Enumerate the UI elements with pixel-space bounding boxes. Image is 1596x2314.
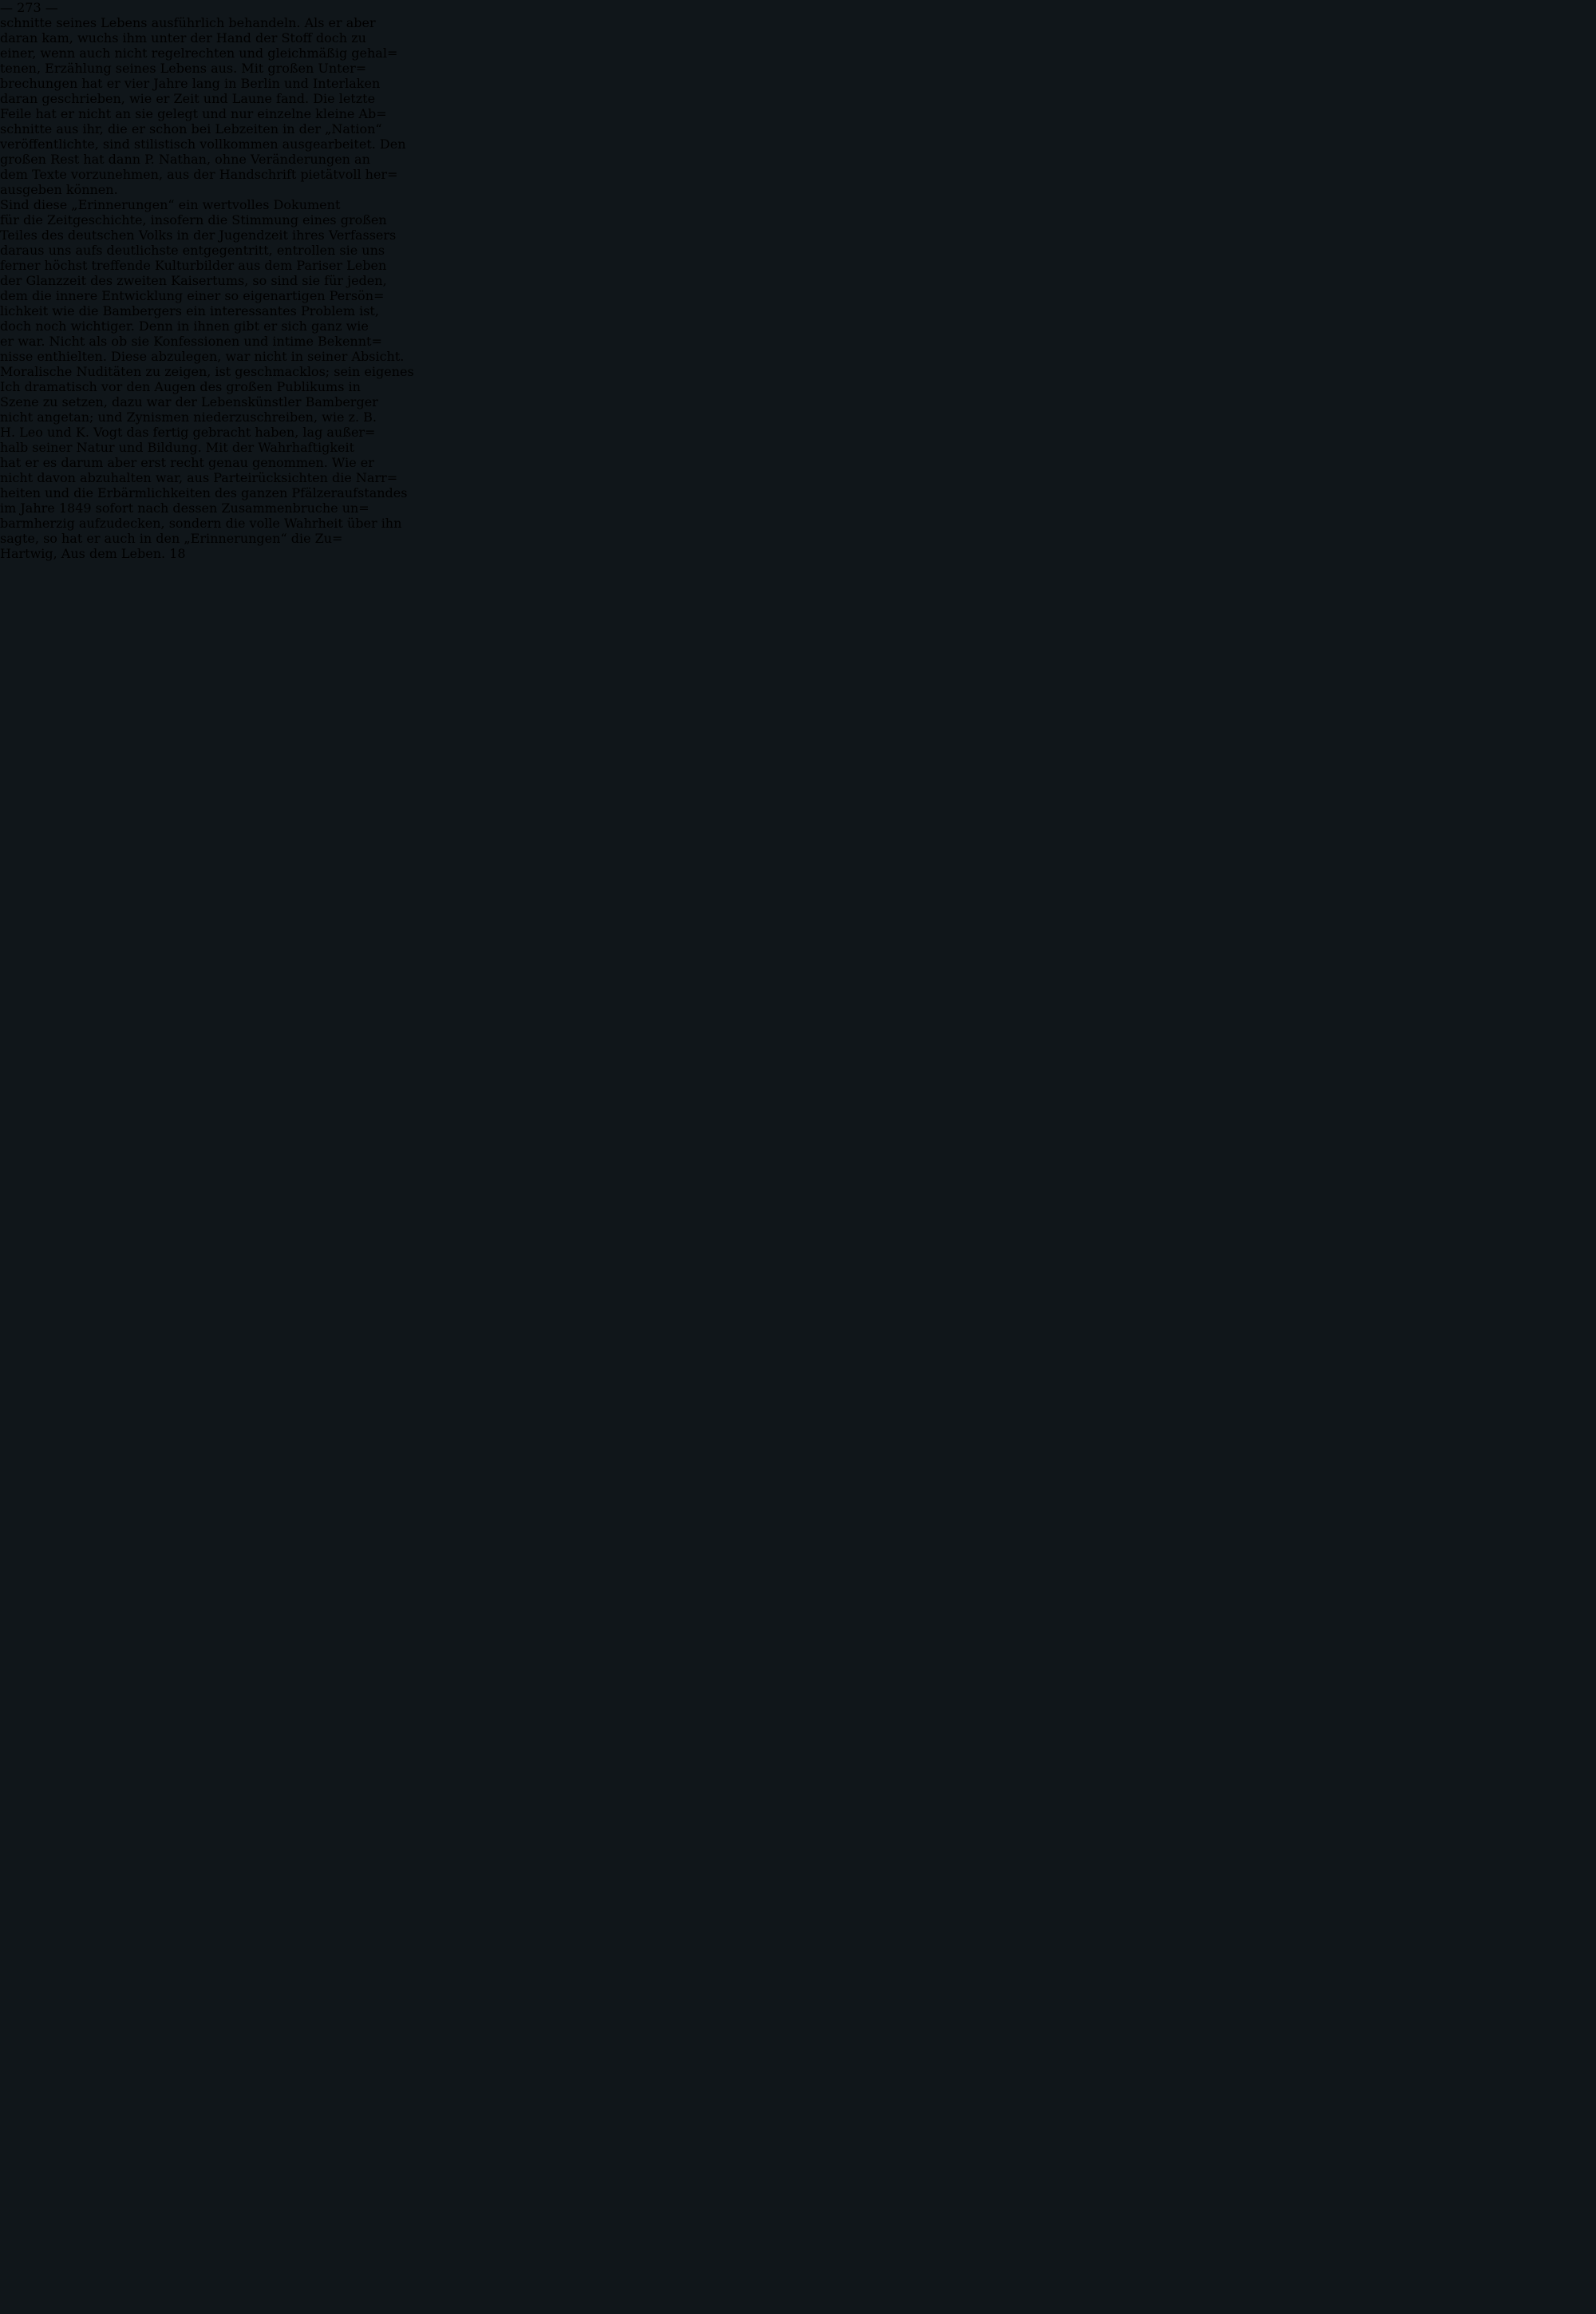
text-line: einer, wenn auch nicht regelrechten und gleichmäßig gehal= <box>0 45 398 61</box>
text-line: Ich dramatisch vor den Augen des großen Publikums in <box>0 379 361 394</box>
text-line: dem Texte vorzunehmen, aus der Handschrift pietätvoll her= <box>0 167 398 182</box>
text-line: ausgeben können. <box>0 182 118 197</box>
text-line: Feile hat er nicht an sie gelegt und nur einzelne kleine Ab= <box>0 106 387 121</box>
text-line: sagte, so hat er auch in den „Erinnerungen“ die Zu= <box>0 531 343 546</box>
text-block <box>0 15 1596 546</box>
running-signature: Hartwig, Aus dem Leben. <box>0 546 166 561</box>
text-line: halb seiner Natur und Bildung. Mit der Wahrhaftigkeit <box>0 440 355 455</box>
text-line: für die Zeitgeschichte, insofern die Stimmung eines großen <box>0 212 387 227</box>
text-line: doch noch wichtiger. Denn in ihnen gibt er sich ganz wie <box>0 318 369 334</box>
text-line: brechungen hat er vier Jahre lang in Berlin und Interlaken <box>0 76 381 91</box>
text-line: veröffentlichte, sind stilistisch vollkommen ausgearbeitet. Den <box>0 136 406 152</box>
text-line: daraus uns aufs deutlichste entgegentritt, entrollen sie uns <box>0 243 385 258</box>
text-line: schnitte seines Lebens ausführlich behandeln. Als er aber <box>0 15 376 30</box>
text-line: nisse enthielten. Diese abzulegen, war nicht in seiner Absicht. <box>0 349 405 364</box>
text-line: er war. Nicht als ob sie Konfessionen und intime Bekennt= <box>0 334 382 349</box>
text-line: Sind diese „Erinnerungen“ ein wertvolles Dokument <box>0 197 341 212</box>
text-line: daran geschrieben, wie er Zeit und Laune fand. Die letzte <box>0 91 376 106</box>
text-line: dem die innere Entwicklung einer so eigenartigen Persön= <box>0 288 385 303</box>
text-line: daran kam, wuchs ihm unter der Hand der Stoff doch zu <box>0 30 366 45</box>
text-line: im Jahre 1849 sofort nach dessen Zusammenbruche un= <box>0 500 369 516</box>
text-line: schnitte aus ihr, die er schon bei Lebzeiten in der „Nation“ <box>0 121 382 136</box>
text-line: nicht angetan; und Zynismen niederzuschreiben, wie z. B. <box>0 409 377 425</box>
text-line: Teiles des deutschen Volks in der Jugendzeit ihres Verfassers <box>0 227 397 243</box>
page-footer <box>0 546 1596 561</box>
text-line: großen Rest hat dann P. Nathan, ohne Veränderungen an <box>0 152 370 167</box>
text-line: der Glanzzeit des zweiten Kaisertums, so sind sie für jeden, <box>0 273 387 288</box>
text-line: barmherzig aufzudecken, sondern die volle Wahrheit über ihn <box>0 516 402 531</box>
text-line: nicht davon abzuhalten war, aus Parteirücksichten die Narr= <box>0 470 398 485</box>
text-line: hat er es darum aber erst recht genau genommen. Wie er <box>0 455 374 470</box>
scanned-book-page <box>0 0 1596 561</box>
text-line: H. Leo und K. Vogt das fertig gebracht haben, lag außer= <box>0 425 376 440</box>
text-line: heiten und die Erbärmlichkeiten des ganzen Pfälzeraufstandes <box>0 485 408 500</box>
text-line: Moralische Nuditäten zu zeigen, ist geschmacklos; sein eigenes <box>0 364 414 379</box>
page-number: — 273 — <box>0 0 58 15</box>
facing-page-edge <box>22 0 85 2314</box>
text-line: Szene zu setzen, dazu war der Lebenskünstler Bamberger <box>0 394 378 409</box>
text-line: lichkeit wie die Bambergers ein interessantes Problem ist, <box>0 303 379 318</box>
text-line: tenen, Erzählung seines Lebens aus. Mit großen Unter= <box>0 61 367 76</box>
sheet-number: 18 <box>169 546 186 561</box>
text-line: ferner höchst treffende Kulturbilder aus dem Pariser Leben <box>0 258 387 273</box>
